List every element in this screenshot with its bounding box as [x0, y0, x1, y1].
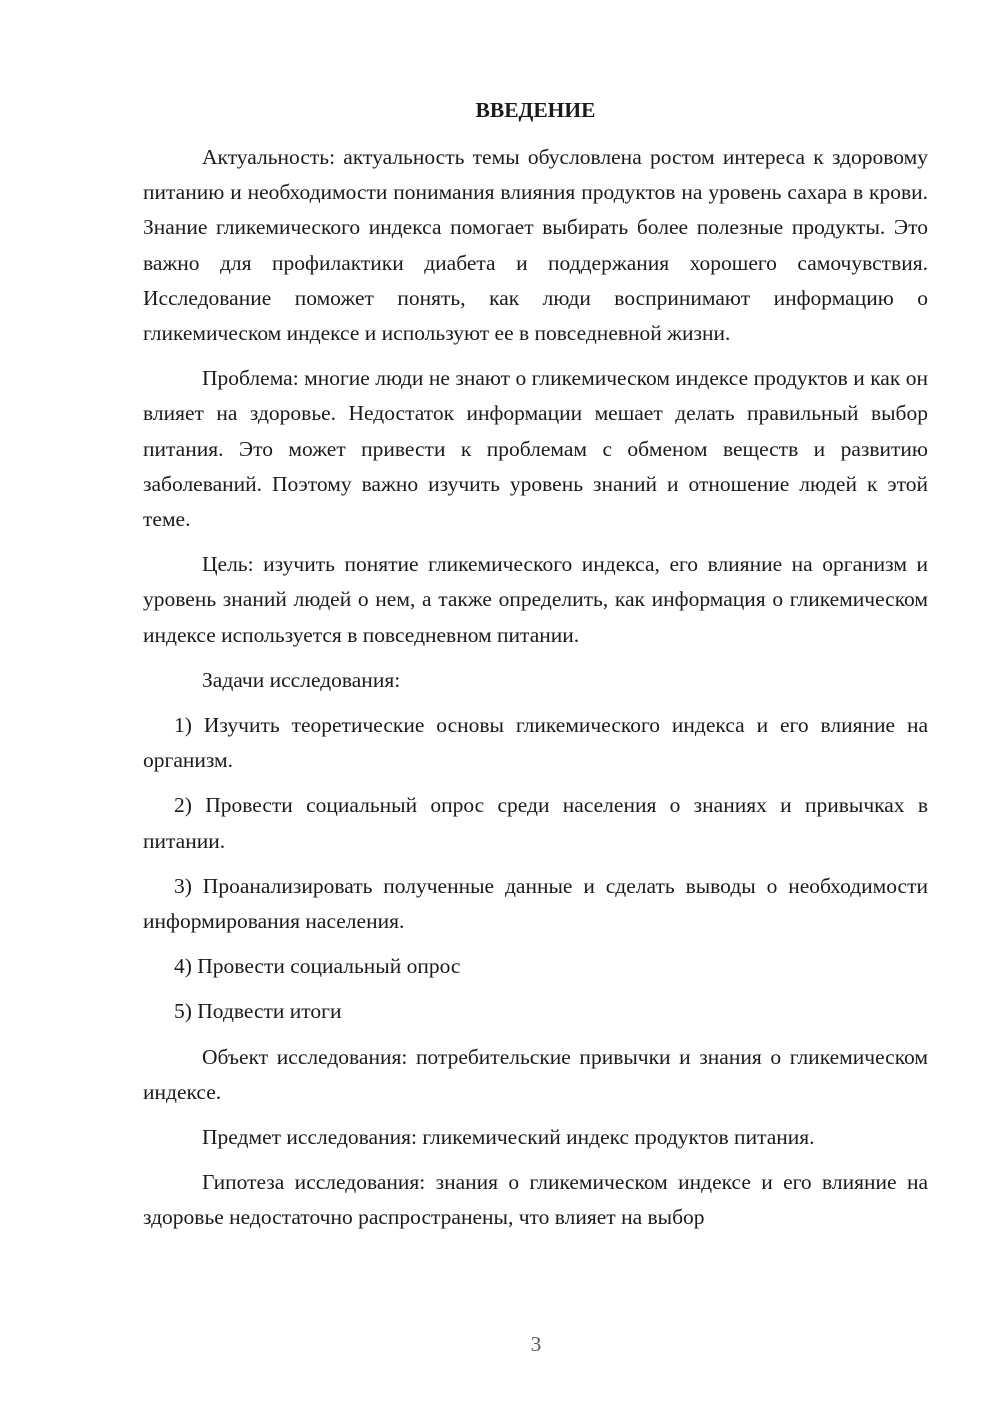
hypothesis-paragraph: Гипотеза исследования: знания о гликемическом индексе и его влияние на здоровье недостаточно распространены, что влияет на выбор [143, 1170, 928, 1230]
task-item: 5) Подвести итоги [174, 999, 342, 1024]
task-item: 1) Изучить теоретические основы гликемического индекса и его влияние на организм. [143, 713, 928, 773]
relevance-paragraph: Актуальность: актуальность темы обусловлена ростом интереса к здоровому питанию и необходимости понимания влияния продуктов на уровень сахара в крови. Знание гликемического индекса помогает выбирать более полезные продукты. Это важно для профилактики диабета и поддержания хорошего самочувствия. Исследование поможет понять, как люди воспринимают информацию о гликемическом индексе и используют ее в повседневной жизни. [143, 145, 928, 346]
subject-paragraph: Предмет исследования: гликемический индекс продуктов питания. [202, 1125, 815, 1150]
task-item: 4) Провести социальный опрос [174, 954, 461, 979]
section-heading: ВВЕДЕНИЕ [475, 98, 596, 122]
problem-paragraph: Проблема: многие люди не знают о гликемическом индексе продуктов и как он влияет на здоровье. Недостаток информации мешает делать правильный выбор питания. Это может привести к проблемам с обменом веществ и развитию заболеваний. Поэтому важно изучить уровень знаний и отношение людей к этой теме. [143, 366, 928, 532]
goal-paragraph: Цель: изучить понятие гликемического индекса, его влияние на организм и уровень знаний людей о нем, а также определить, как информация о гликемическом индексе используется в повседневном питании. [143, 552, 928, 647]
object-paragraph: Объект исследования: потребительские привычки и знания о гликемическом индексе. [143, 1044, 928, 1104]
document-page [143, 88, 928, 1246]
task-item: 2) Провести социальный опрос среди населения о знаниях и привычках в питании. [143, 793, 928, 853]
tasks-title: Задачи исследования: [202, 667, 401, 692]
page-number: 3 [530, 1332, 542, 1356]
task-item: 3) Проанализировать полученные данные и сделать выводы о необходимости информирования населения. [143, 873, 928, 934]
